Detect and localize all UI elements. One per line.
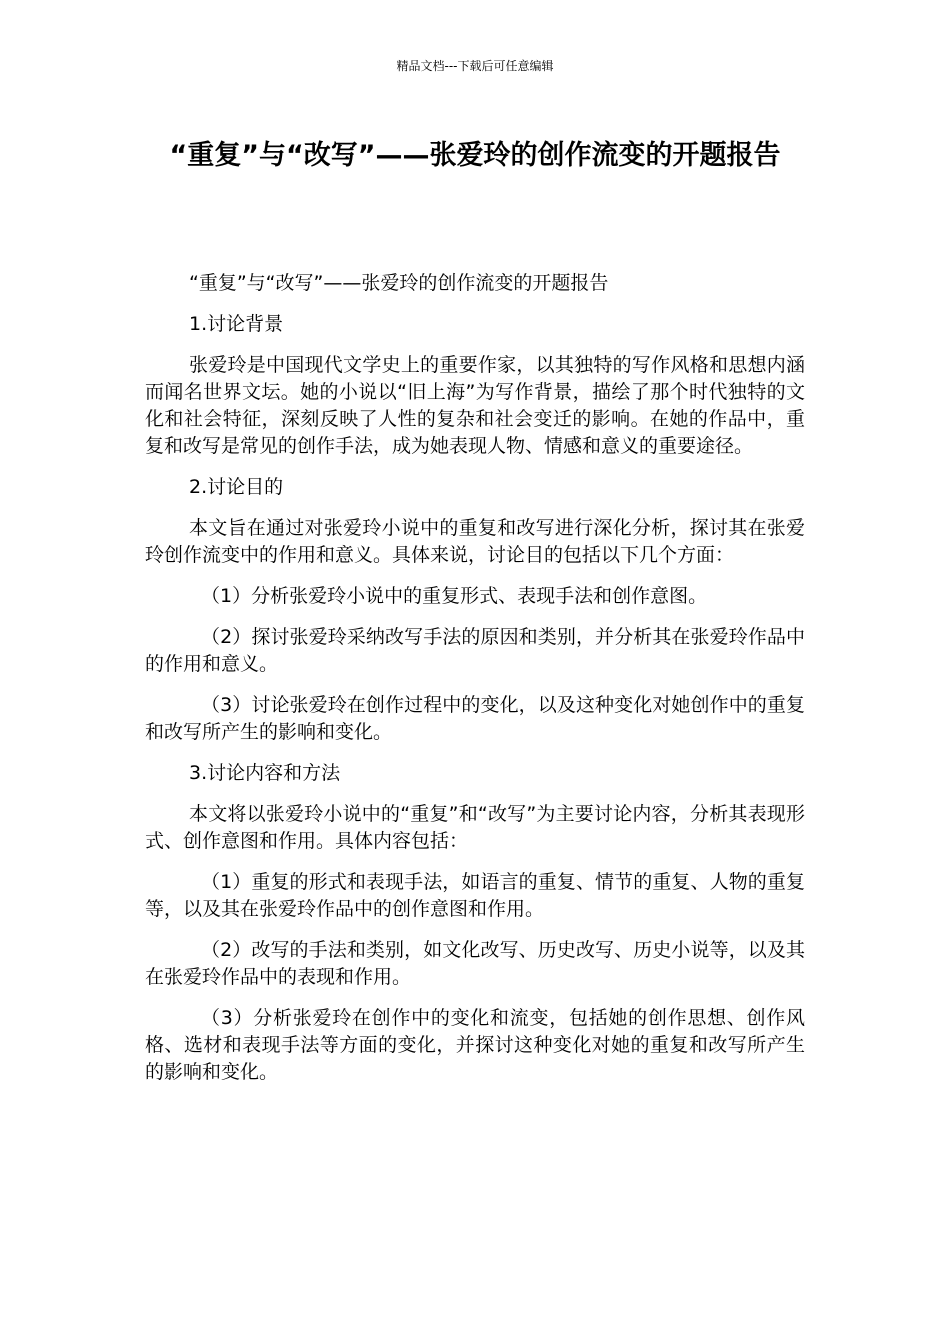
list-item: （3）讨论张爱玲在创作过程中的变化，以及这种变化对她创作中的重复和改写所产生的影响和变化。 <box>145 694 805 743</box>
document-body <box>145 270 805 1100</box>
section-heading-content-methods: 3.讨论内容和方法 <box>189 762 341 784</box>
document-title: “重复”与“改写”——张爱玲的创作流变的开题报告 <box>169 140 781 171</box>
list-item: （2）改写的手法和类别，如文化改写、历史改写、历史小说等，以及其在张爱玲作品中的表现和作用。 <box>145 939 805 988</box>
list-item: （2）探讨张爱玲采纳改写手法的原因和类别，并分析其在张爱玲作品中的作用和意义。 <box>145 626 805 675</box>
body-paragraph: 本文将以张爱玲小说中的“重复”和“改写”为主要讨论内容，分析其表现形式、创作意图和作用。具体内容包括： <box>145 803 805 852</box>
list-item: （3）分析张爱玲在创作中的变化和流变，包括她的创作思想、创作风格、选材和表现手法等方面的变化，并探讨这种变化对她的重复和改写所产生的影响和变化。 <box>145 1007 805 1083</box>
section-heading-purpose: 2.讨论目的 <box>189 476 284 498</box>
page-header: 精品文档---下载后可任意编辑 <box>396 59 554 73</box>
body-paragraph: 张爱玲是中国现代文学史上的重要作家，以其独特的写作风格和思想内涵而闻名世界文坛。她的小说以“旧上海”为写作背景，描绘了那个时代独特的文化和社会特征，深刻反映了人性的复杂和社会变迁的影响。在她的作品中，重复和改写是常见的创作手法，成为她表现人物、情感和意义的重要途径。 <box>145 354 805 457</box>
body-paragraph: 本文旨在通过对张爱玲小说中的重复和改写进行深化分析，探讨其在张爱玲创作流变中的作用和意义。具体来说，讨论目的包括以下几个方面： <box>145 517 805 566</box>
list-item: （1）重复的形式和表现手法，如语言的重复、情节的重复、人物的重复等，以及其在张爱玲作品中的创作意图和作用。 <box>145 871 805 920</box>
list-item: （1）分析张爱玲小说中的重复形式、表现手法和创作意图。 <box>201 585 708 607</box>
document-subtitle: “重复”与“改写”——张爱玲的创作流变的开题报告 <box>189 272 609 294</box>
section-heading-background: 1.讨论背景 <box>189 313 284 335</box>
